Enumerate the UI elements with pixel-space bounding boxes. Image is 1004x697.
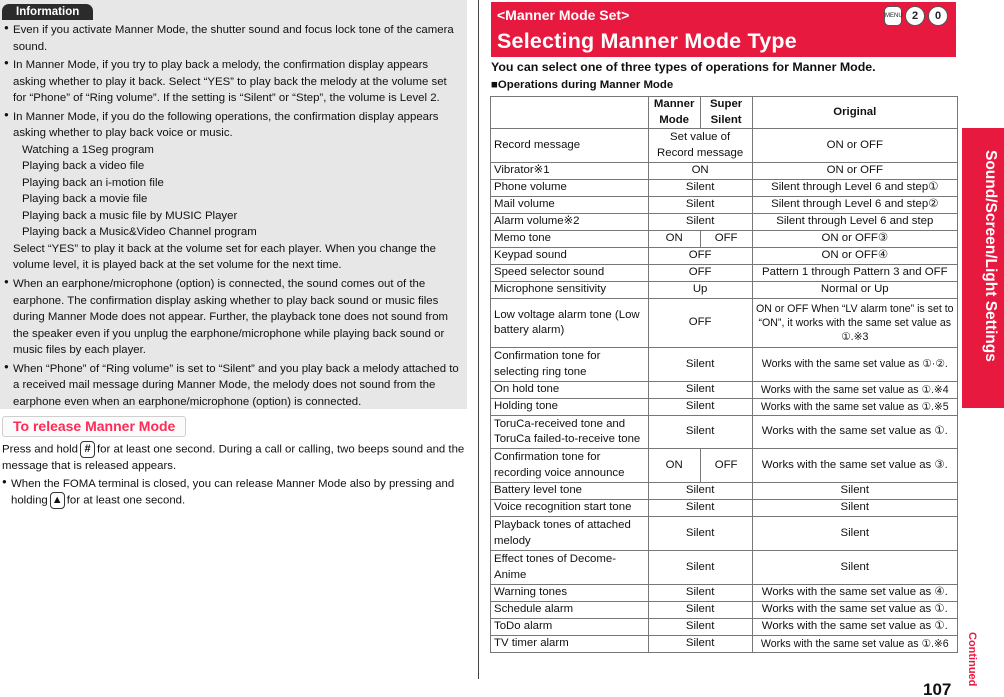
row-original-value: Works with the same set value as ①.※4 bbox=[752, 382, 957, 399]
release-section-body bbox=[2, 441, 465, 510]
info-bullet-2: ● In Manner Mode, if you try to play back a melody, the confirmation display appears asking whether to play it back. Select “YES” to play back the melody at the volume set for “Phone” of “Ring volume”. If the setting is “Silent” or “Step”, the volume is Level 2. bbox=[4, 57, 462, 107]
info-bullet-4: ● When an earphone/microphone (option) is connected, the sound comes out of the earphone. The confirmation display asking whether to play back sound or music files during Manner Mode does not appear. Further, the playback tone does not sound from the speaker even if you unplug the earphone/microphone while playing back sound or music files by each player. bbox=[4, 276, 462, 359]
table-row bbox=[491, 248, 958, 265]
row-super-value: OFF bbox=[700, 231, 752, 248]
row-name: Schedule alarm bbox=[491, 602, 649, 619]
row-mode-value: Up bbox=[648, 282, 752, 299]
row-name: Effect tones of Decome-Anime bbox=[491, 551, 649, 585]
row-original-value: ON or OFF④ bbox=[752, 248, 957, 265]
digit-key-icon: 0 bbox=[928, 6, 948, 26]
column-divider bbox=[478, 0, 479, 679]
table-row bbox=[491, 449, 958, 483]
row-name: Alarm volume※2 bbox=[491, 214, 649, 231]
row-name: Microphone sensitivity bbox=[491, 282, 649, 299]
row-original-value: Normal or Up bbox=[752, 282, 957, 299]
row-name: Confirmation tone for selecting ring tone bbox=[491, 348, 649, 382]
row-mode-value: Silent bbox=[648, 382, 752, 399]
row-mode-value: Silent bbox=[648, 416, 752, 449]
table-row bbox=[491, 551, 958, 585]
row-original-value: Silent bbox=[752, 517, 957, 551]
menu-shortcut bbox=[884, 6, 948, 26]
row-original-value: Works with the same set value as ①·②. bbox=[752, 348, 957, 382]
row-mode-value: Silent bbox=[648, 214, 752, 231]
row-mode-value: Silent bbox=[648, 602, 752, 619]
info-bullet-3-outro: Select “YES” to play it back at the volume set for each player. When you change the volume level, it is played back at the set volume for the next time. bbox=[13, 242, 436, 272]
table-row bbox=[491, 619, 958, 636]
table-row bbox=[491, 399, 958, 416]
table-row bbox=[491, 265, 958, 282]
row-original-value: ON or OFF bbox=[752, 163, 957, 180]
table-header-row bbox=[491, 97, 958, 129]
table-row bbox=[491, 163, 958, 180]
table-row bbox=[491, 180, 958, 197]
header-original: Original bbox=[752, 97, 957, 129]
row-name: TV timer alarm bbox=[491, 636, 649, 653]
chapter-tab-label: Sound/Screen/Light Settings bbox=[982, 150, 999, 362]
row-name: Warning tones bbox=[491, 585, 649, 602]
digit-key-icon: 2 bbox=[905, 6, 925, 26]
operations-table bbox=[490, 96, 958, 653]
row-name: Memo tone bbox=[491, 231, 649, 248]
release-paragraph bbox=[2, 441, 465, 475]
release-text: Press and hold bbox=[2, 443, 78, 456]
operations-heading: ■Operations during Manner Mode bbox=[491, 79, 674, 91]
row-mode-value: Silent bbox=[648, 348, 752, 382]
row-mode-value: Silent bbox=[648, 636, 752, 653]
table-row bbox=[491, 299, 958, 348]
row-mode-value: Silent bbox=[648, 197, 752, 214]
row-mode-value: Silent bbox=[648, 619, 752, 636]
table-row bbox=[491, 517, 958, 551]
row-mode-value: Silent bbox=[648, 517, 752, 551]
intro-text: You can select one of three types of operations for Manner Mode. bbox=[491, 60, 876, 74]
list-item: Playing back a video file bbox=[22, 160, 145, 173]
row-mode-value: OFF bbox=[648, 248, 752, 265]
table-row bbox=[491, 282, 958, 299]
release-text: When the FOMA terminal is closed, you can release Manner Mode also by pressing and holding bbox=[11, 477, 455, 507]
menu-key-icon: MENU bbox=[884, 6, 902, 26]
row-original-value: Works with the same set value as ④. bbox=[752, 585, 957, 602]
table-row bbox=[491, 602, 958, 619]
table-row bbox=[491, 214, 958, 231]
row-mode-value: Silent bbox=[648, 180, 752, 197]
row-name: Low voltage alarm tone (Low battery alarm) bbox=[491, 299, 649, 348]
row-original-value: Works with the same set value as ③. bbox=[752, 449, 957, 483]
row-original-value: Works with the same set value as ①.※6 bbox=[752, 636, 957, 653]
row-name: Mail volume bbox=[491, 197, 649, 214]
row-manner-value: ON bbox=[648, 231, 700, 248]
row-original-value: Silent through Level 6 and step bbox=[752, 214, 957, 231]
side-up-key-icon: ▲ bbox=[50, 492, 65, 509]
list-item: Playing back a music file by MUSIC Player bbox=[22, 209, 238, 222]
row-original-value: Pattern 1 through Pattern 3 and OFF bbox=[752, 265, 957, 282]
information-box bbox=[0, 0, 467, 409]
release-text: for at least one second. During a call or calling, two beeps sound and the message that is released appears. bbox=[2, 443, 465, 473]
row-mode-value: Silent bbox=[648, 551, 752, 585]
row-mode-value: Silent bbox=[648, 483, 752, 500]
table-row bbox=[491, 636, 958, 653]
row-original-value: Works with the same set value as ①. bbox=[752, 602, 957, 619]
row-name: Vibrator※1 bbox=[491, 163, 649, 180]
list-item: Playing back a movie file bbox=[22, 193, 148, 206]
row-name: Confirmation tone for recording voice announce bbox=[491, 449, 649, 483]
list-item: Watching a 1Seg program bbox=[22, 143, 154, 156]
info-bullet-1: ● Even if you activate Manner Mode, the shutter sound and focus lock tone of the camera sound. bbox=[4, 22, 462, 55]
info-bullet-3 bbox=[4, 109, 462, 274]
row-original-value: Works with the same set value as ①.※5 bbox=[752, 399, 957, 416]
row-name: Voice recognition start tone bbox=[491, 500, 649, 517]
row-original-value: ON or OFF bbox=[752, 129, 957, 163]
row-original-value: Works with the same set value as ①. bbox=[752, 619, 957, 636]
row-name: Holding tone bbox=[491, 399, 649, 416]
row-name: Keypad sound bbox=[491, 248, 649, 265]
hash-key-icon: # bbox=[80, 441, 95, 458]
row-mode-value: OFF bbox=[648, 265, 752, 282]
row-original-value: ON or OFF③ bbox=[752, 231, 957, 248]
release-section-title: To release Manner Mode bbox=[2, 416, 186, 437]
section-subtitle: <Manner Mode Set> bbox=[497, 7, 630, 23]
list-item: Playing back a Music&Video Channel program bbox=[22, 226, 257, 239]
row-name: Phone volume bbox=[491, 180, 649, 197]
continued-marker: Continued bbox=[966, 632, 978, 687]
table-header-empty bbox=[491, 97, 649, 129]
row-name: Record message bbox=[491, 129, 649, 163]
information-list bbox=[4, 22, 462, 412]
row-mode-value: Set value of Record message bbox=[648, 129, 752, 163]
table-row bbox=[491, 231, 958, 248]
row-original-value: Silent bbox=[752, 551, 957, 585]
row-super-value: OFF bbox=[700, 449, 752, 483]
row-mode-value: Silent bbox=[648, 399, 752, 416]
table-row bbox=[491, 416, 958, 449]
row-original-value: Works with the same set value as ①. bbox=[752, 416, 957, 449]
page-number: 107 bbox=[923, 680, 952, 697]
row-manner-value: ON bbox=[648, 449, 700, 483]
table-row bbox=[491, 382, 958, 399]
table-row bbox=[491, 348, 958, 382]
table-row bbox=[491, 500, 958, 517]
row-name: Battery level tone bbox=[491, 483, 649, 500]
table-row bbox=[491, 483, 958, 500]
row-original-value: Silent through Level 6 and step② bbox=[752, 197, 957, 214]
row-mode-value: OFF bbox=[648, 299, 752, 348]
row-original-value: Silent bbox=[752, 483, 957, 500]
section-header bbox=[491, 2, 956, 57]
list-item: Playing back an i-motion file bbox=[22, 176, 164, 189]
row-name: ToDo alarm bbox=[491, 619, 649, 636]
row-mode-value: Silent bbox=[648, 585, 752, 602]
row-original-value: Silent through Level 6 and step① bbox=[752, 180, 957, 197]
operations-list bbox=[13, 142, 462, 241]
row-original-value: ON or OFF When “LV alarm tone” is set to “ON”, it works with the same set value as ①.※3 bbox=[752, 299, 957, 348]
row-mode-value: ON bbox=[648, 163, 752, 180]
release-text: for at least one second. bbox=[66, 494, 186, 507]
row-name: Speed selector sound bbox=[491, 265, 649, 282]
row-name: On hold tone bbox=[491, 382, 649, 399]
information-tab: Information bbox=[2, 4, 93, 20]
section-title: Selecting Manner Mode Type bbox=[497, 29, 797, 53]
table-row bbox=[491, 197, 958, 214]
info-bullet-3-intro: In Manner Mode, if you do the following operations, the confirmation display appears asking whether to play back voice or music. bbox=[13, 110, 439, 140]
header-super-silent: Super Silent bbox=[700, 97, 752, 129]
release-bullet bbox=[2, 476, 465, 510]
info-bullet-5: ● When “Phone” of “Ring volume” is set to “Silent” and you play back a melody attached to a received mail message during Manner Mode, the melody does not sound from the earphone even when an earphone/microphone (option) is connected. bbox=[4, 361, 462, 411]
header-manner-mode: Manner Mode bbox=[648, 97, 700, 129]
row-original-value: Silent bbox=[752, 500, 957, 517]
row-mode-value: Silent bbox=[648, 500, 752, 517]
row-name: Playback tones of attached melody bbox=[491, 517, 649, 551]
table-row bbox=[491, 585, 958, 602]
table-row bbox=[491, 129, 958, 163]
row-name: ToruCa-received tone and ToruCa failed-to-receive tone bbox=[491, 416, 649, 449]
